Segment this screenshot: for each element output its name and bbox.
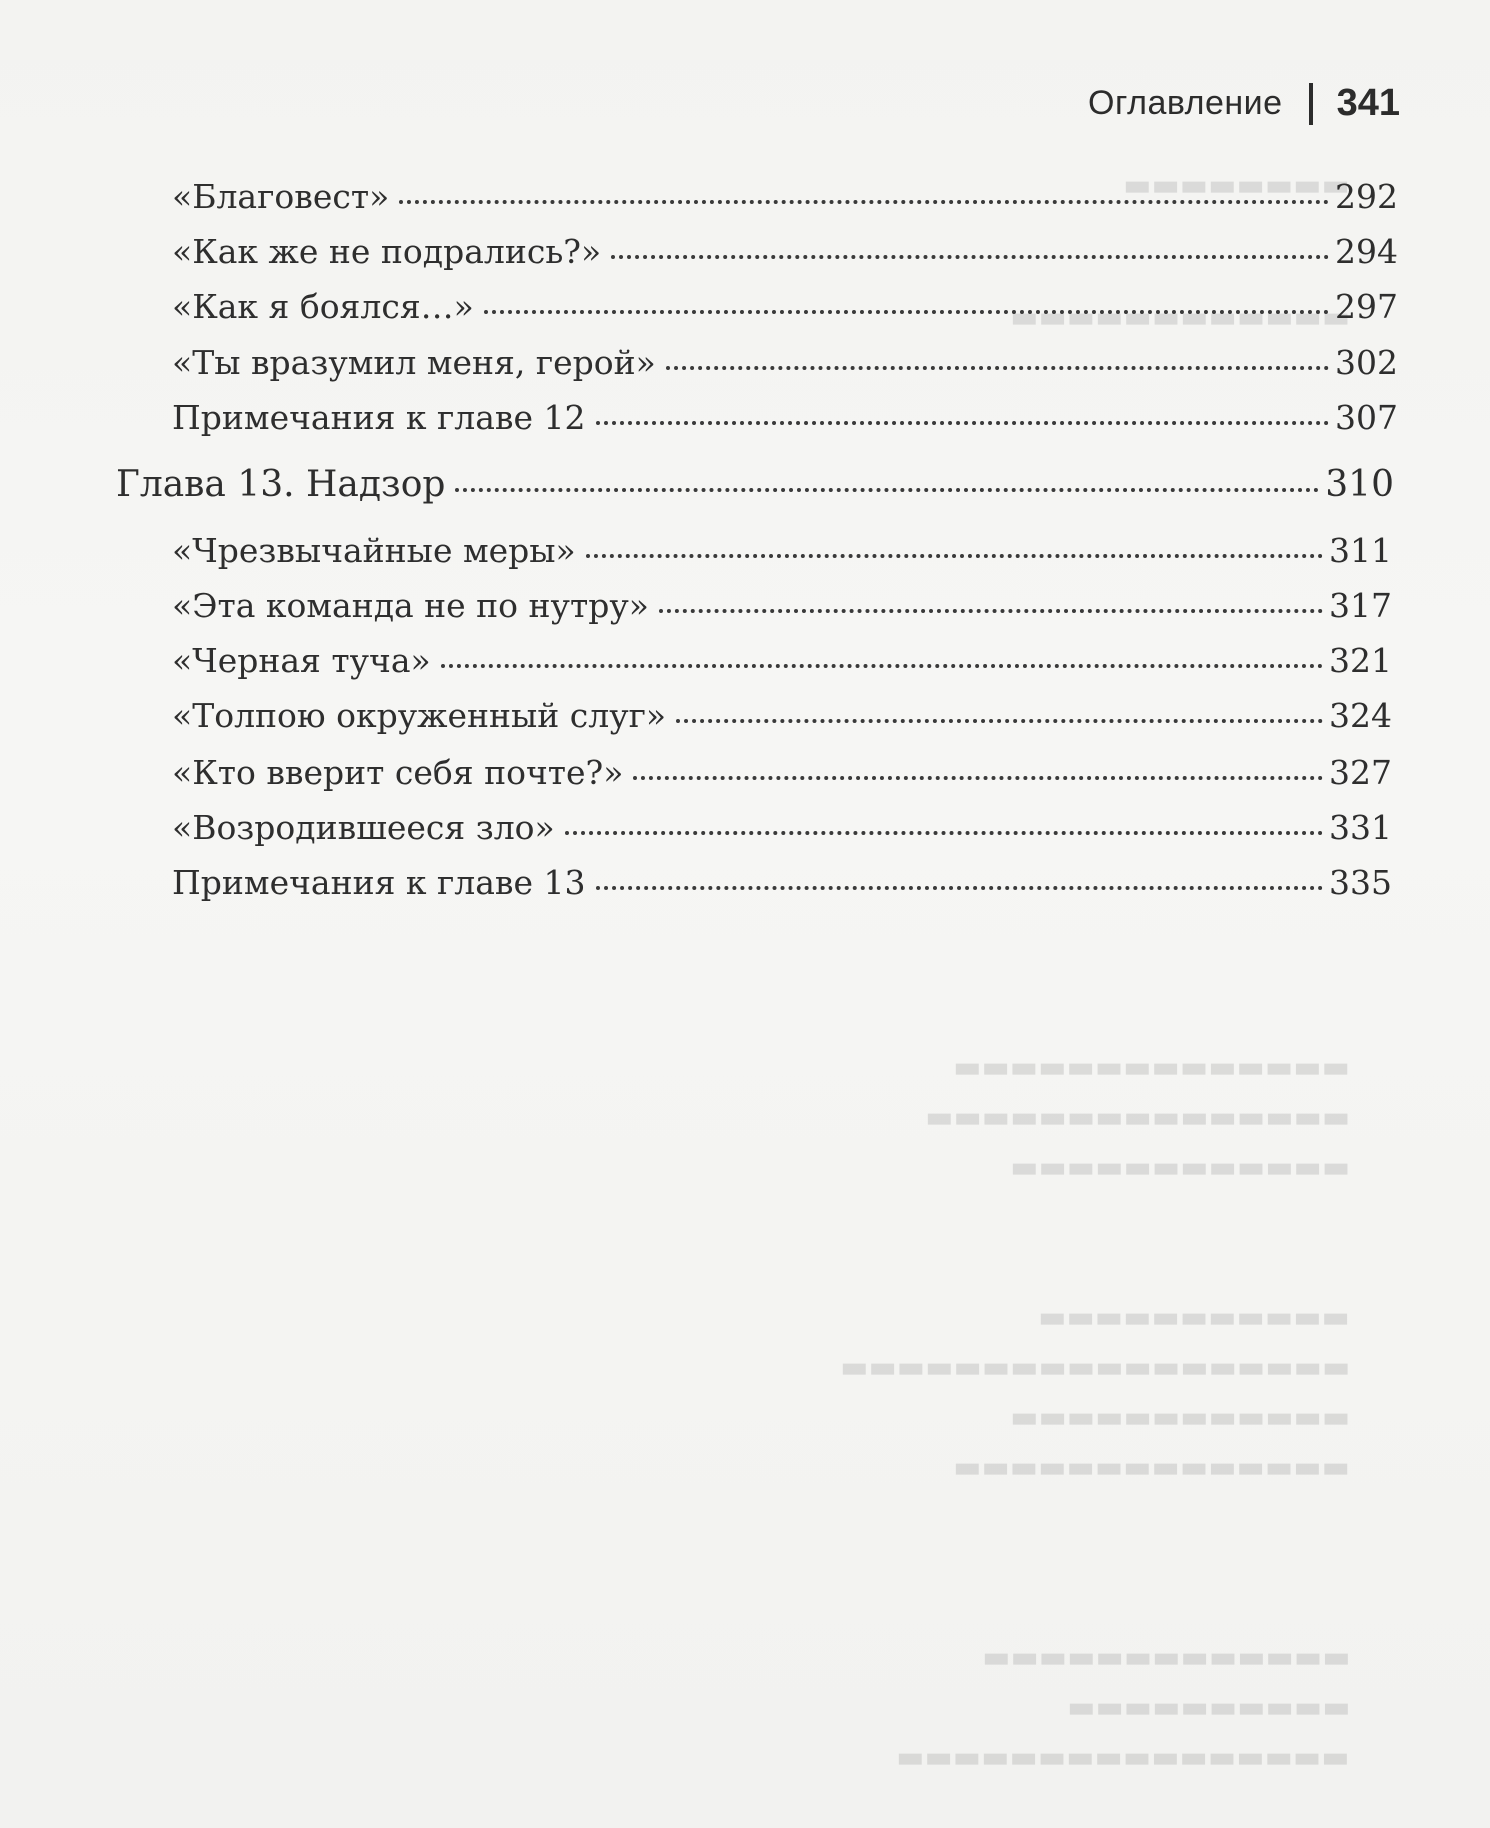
dot-leader xyxy=(586,554,1323,558)
bleed-through-decoration: ▬▬▬▬▬▬▬▬▬▬ xyxy=(1066,1690,1350,1725)
toc-entry-page: 292 xyxy=(1335,177,1398,216)
dot-leader xyxy=(676,719,1323,723)
toc-entry[interactable] xyxy=(172,808,1392,847)
dot-leader xyxy=(455,488,1319,492)
dot-leader xyxy=(596,421,1329,425)
header-divider xyxy=(1309,83,1313,125)
toc-entry-page: 302 xyxy=(1335,343,1398,382)
toc-entry-title: «Возродившееся зло» xyxy=(172,808,555,847)
bleed-through-decoration: ▬▬▬▬▬▬▬▬▬▬▬▬ xyxy=(1009,1150,1350,1185)
toc-entry-title: «Черная туча» xyxy=(172,641,431,680)
toc-entry[interactable] xyxy=(172,696,1392,735)
dot-leader xyxy=(399,200,1329,204)
section-title: Оглавление xyxy=(1088,84,1283,122)
toc-entry[interactable] xyxy=(172,343,1398,382)
toc-entry-title: Примечания к главе 13 xyxy=(172,863,586,902)
toc-entry-title: «Кто вверит себя почте?» xyxy=(172,753,624,792)
dot-leader xyxy=(484,310,1329,314)
toc-entry[interactable] xyxy=(172,398,1398,437)
toc-entry-title: «Чрезвычайные меры» xyxy=(172,531,576,570)
bleed-through-decoration: ▬▬▬▬▬▬▬▬▬▬▬ xyxy=(1038,1300,1350,1335)
toc-entry-title: «Как же не подрались?» xyxy=(172,232,602,271)
toc-entry[interactable] xyxy=(172,232,1398,271)
toc-entry[interactable] xyxy=(172,177,1398,216)
toc-entry-page: 335 xyxy=(1329,863,1392,902)
toc-entry-title: «Толпою окруженный слуг» xyxy=(172,696,667,735)
bleed-through-decoration: ▬▬▬▬▬▬▬▬▬▬▬▬▬▬▬▬ xyxy=(896,1740,1350,1775)
bleed-through-decoration: ▬▬▬▬▬▬▬▬ xyxy=(1123,168,1350,203)
toc-entry-title: «Благовест» xyxy=(172,177,390,216)
bleed-through-decoration: ▬▬▬▬▬▬▬▬▬▬▬▬▬▬▬▬▬▬ xyxy=(839,1350,1350,1385)
bleed-through-decoration: ▬▬▬▬▬▬▬▬▬▬▬▬▬ xyxy=(981,1640,1350,1675)
dot-leader xyxy=(441,664,1323,668)
toc-entry-page: 317 xyxy=(1329,586,1392,625)
toc-entry-page: 324 xyxy=(1329,696,1392,735)
page-number: 341 xyxy=(1336,82,1400,124)
toc-entry-page: 321 xyxy=(1329,641,1392,680)
toc-entry[interactable] xyxy=(172,287,1398,326)
toc-entry-page: 294 xyxy=(1335,232,1398,271)
toc-entry-title: «Как я боялся…» xyxy=(172,287,474,326)
toc-entry-page: 297 xyxy=(1335,287,1398,326)
toc-entry[interactable] xyxy=(172,586,1392,625)
bleed-through-decoration: ▬▬▬▬▬▬▬▬▬▬▬▬ xyxy=(1009,300,1350,335)
toc-entry-page: 331 xyxy=(1329,808,1392,847)
bleed-through-decoration: ▬▬▬▬▬▬▬▬▬▬▬▬ xyxy=(1009,1400,1350,1435)
dot-leader xyxy=(596,886,1323,890)
toc-entry[interactable] xyxy=(172,641,1392,680)
toc-entry-title: «Ты вразумил меня, герой» xyxy=(172,343,656,382)
toc-entry-page: 311 xyxy=(1329,531,1392,570)
toc-entry[interactable] xyxy=(172,753,1392,792)
bleed-through-decoration: ▬▬▬▬▬▬▬▬▬▬▬▬▬▬ xyxy=(953,1450,1350,1485)
dot-leader xyxy=(633,776,1323,780)
toc-entry-page: 307 xyxy=(1335,398,1398,437)
toc-entry-title: Примечания к главе 12 xyxy=(172,398,586,437)
toc-entry-page: 310 xyxy=(1325,464,1394,505)
dot-leader xyxy=(659,609,1323,613)
bleed-through-decoration: ▬▬▬▬▬▬▬▬▬▬▬▬▬▬▬ xyxy=(924,1100,1350,1135)
dot-leader xyxy=(565,831,1323,835)
dot-leader xyxy=(611,255,1329,259)
running-header xyxy=(1088,82,1400,125)
bleed-through-decoration: ▬▬▬▬▬▬▬▬▬▬▬▬▬▬ xyxy=(953,1050,1350,1085)
toc-chapter-title: Глава 13. Надзор xyxy=(116,464,446,505)
toc-chapter-entry[interactable] xyxy=(116,464,1394,505)
toc-entry-page: 327 xyxy=(1329,753,1392,792)
toc-entry[interactable] xyxy=(172,863,1392,902)
dot-leader xyxy=(666,366,1329,370)
toc-entry[interactable] xyxy=(172,531,1392,570)
toc-entry-title: «Эта команда не по нутру» xyxy=(172,586,649,625)
